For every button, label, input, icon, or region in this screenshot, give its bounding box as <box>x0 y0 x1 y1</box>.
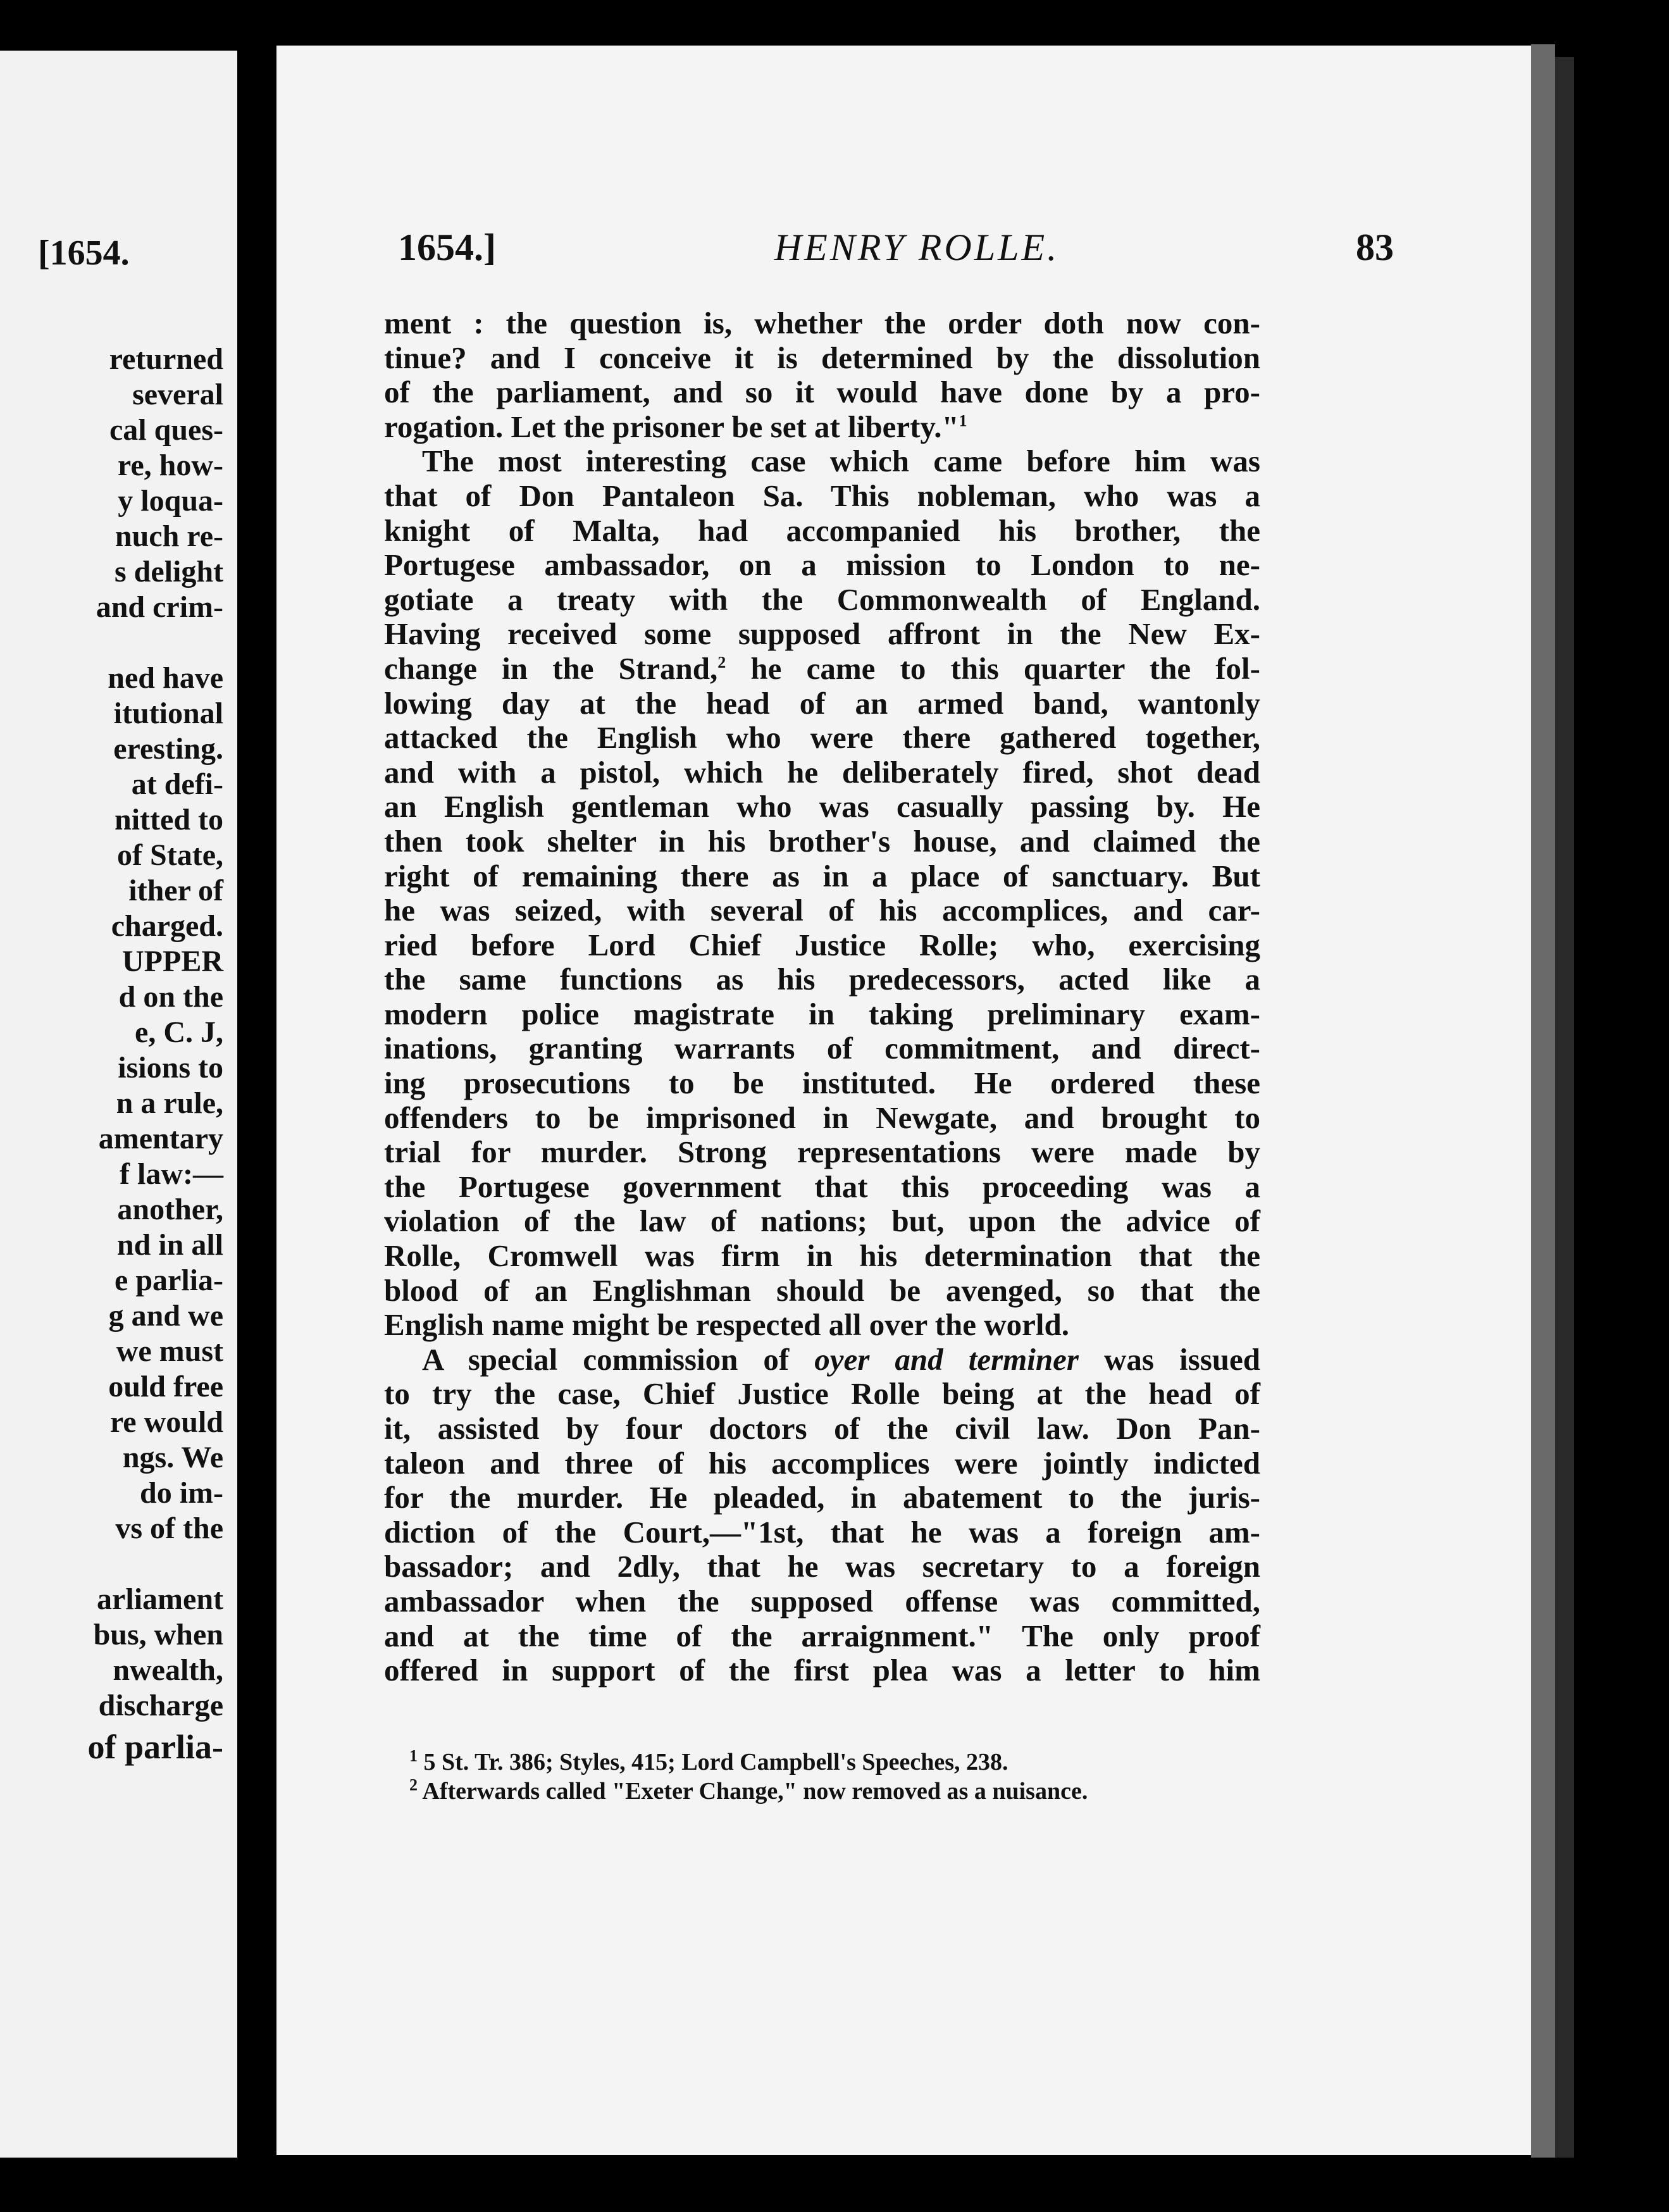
text-line: and at the time of the arraignment." The only proof <box>384 1618 1260 1653</box>
footnote-ref: 1 <box>959 411 967 430</box>
left-page-fragment <box>0 51 237 2158</box>
text-line: that of Don Pantaleon Sa. This nobleman, who was a <box>384 478 1260 513</box>
text-line: modern police magistrate in taking preliminary exam- <box>384 996 1260 1031</box>
left-page-line: of State, <box>117 838 223 872</box>
italic-phrase: oyer and terminer <box>814 1341 1079 1377</box>
text-line: bassador; and 2dly, that he was secretary to a foreign <box>384 1549 1260 1584</box>
text-line: then took shelter in his brother's house, and claimed the <box>384 823 1260 859</box>
left-page-line: vs of the <box>115 1512 223 1545</box>
footnotes <box>409 1748 1295 1806</box>
left-page-line: re, how- <box>117 449 223 482</box>
left-page-line: amentary <box>98 1122 223 1155</box>
text-line: attacked the English who were there gathered together, <box>384 720 1260 755</box>
text-line: ing prosecutions to be instituted. He ordered these <box>384 1066 1260 1101</box>
text-line: diction of the Court,—"1st, that he was a foreign am- <box>384 1514 1260 1550</box>
text-line: A special commission of oyer and terminer was issued <box>422 1341 1261 1377</box>
left-page-line: itutional <box>113 697 223 730</box>
text-line: tinue? and I conceive it is determined by the dissolution <box>384 340 1260 375</box>
left-page-line: y loqua- <box>118 484 223 518</box>
left-page-line: ither of <box>128 874 223 907</box>
left-page-text <box>0 342 223 1724</box>
text-line: taleon and three of his accomplices were jointly indicted <box>384 1445 1260 1481</box>
text-line: rogation. Let the prisoner be set at liberty."$^1$ <box>384 409 967 444</box>
text-line: offenders to be imprisoned in Newgate, and brought to <box>384 1100 1260 1135</box>
left-page-line: isions to <box>118 1051 223 1084</box>
left-page-line <box>0 625 223 661</box>
text-line: blood of an Englishman should be avenged, so that the <box>384 1272 1260 1308</box>
left-page-line: s delight <box>114 555 223 588</box>
text-line: Having received some supposed affront in the New Ex- <box>384 616 1260 652</box>
text-line: of the parliament, and so it would have done by a pro- <box>384 375 1260 410</box>
footnote-mark: 2 <box>409 1775 418 1794</box>
left-page-line: another, <box>117 1193 223 1226</box>
left-page-line: d on the <box>118 980 223 1014</box>
text-line: change in the Strand,$^2$ he came to this quarter the fol- <box>384 650 1260 686</box>
left-page-line: ned have <box>108 661 223 695</box>
book-page <box>276 46 1536 2155</box>
text-line: The most interesting case which came before him was <box>422 444 1260 479</box>
footnote: $^2$ Afterwards called "Exeter Change," now removed as a nuisance. <box>409 1775 1088 1805</box>
left-page-line: several <box>132 378 223 411</box>
left-page-line: do im- <box>140 1476 223 1510</box>
text-line: trial for murder. Strong representations were made by <box>384 1134 1260 1170</box>
text-line: gotiate a treaty with the Commonwealth of England. <box>384 581 1260 617</box>
left-page-line: at defi- <box>131 767 223 801</box>
left-page-line: eresting. <box>113 732 223 766</box>
text-line: to try the case, Chief Justice Rolle being at the head of <box>384 1376 1260 1412</box>
text-line: Portugese ambassador, on a mission to London to ne- <box>384 547 1260 583</box>
body-text <box>384 306 1260 1688</box>
left-page-line: re would <box>109 1405 223 1439</box>
footnote-mark: 1 <box>409 1746 418 1765</box>
text-line: offered in support of the first plea was a letter to him <box>384 1653 1260 1688</box>
text-line: knight of Malta, had accompanied his brother, the <box>384 513 1260 548</box>
footnote: $^1$ 5 St. Tr. 386; Styles, 415; Lord Campbell's Speeches, 238. <box>409 1746 1008 1775</box>
footnote-ref: 2 <box>717 653 726 672</box>
left-page-line: returned <box>109 342 223 376</box>
text-line: violation of the law of nations; but, upon the advice of <box>384 1203 1260 1239</box>
left-page-line: UPPER <box>122 945 223 978</box>
text-line: Rolle, Cromwell was firm in his determination that the <box>384 1238 1260 1274</box>
left-page-line: we must <box>116 1334 223 1368</box>
page-number: 83 <box>1356 227 1394 268</box>
text-line: ried before Lord Chief Justice Rolle; who, exercising <box>384 927 1260 962</box>
left-page-line: and crim- <box>96 590 223 624</box>
left-page-line: e, C. J, <box>135 1016 223 1049</box>
header-date: 1654.] <box>398 227 496 268</box>
text-line: an English gentleman who was casually passing by. He <box>384 789 1260 824</box>
left-page-header: [1654. <box>38 233 130 273</box>
left-page-line <box>0 1546 223 1582</box>
text-line: inations, granting warrants of commitment, and direct- <box>384 1031 1260 1066</box>
header-title: HENRY ROLLE. <box>774 227 1060 268</box>
left-page-line: cal ques- <box>109 413 223 447</box>
left-page-line: f law:— <box>120 1157 223 1191</box>
text-line: English name might be respected all over the world. <box>384 1307 1069 1343</box>
left-page-line: ngs. We <box>122 1441 223 1474</box>
left-page-line: n a rule, <box>116 1086 223 1120</box>
left-page-line: bus, when <box>93 1618 223 1651</box>
text-line: it, assisted by four doctors of the civil law. Don Pan- <box>384 1411 1260 1446</box>
left-page-line: nuch re- <box>115 519 223 553</box>
left-page-line: g and we <box>108 1299 223 1333</box>
text-line: for the murder. He pleaded, in abatement to the juris- <box>384 1480 1260 1515</box>
running-head <box>398 226 1537 276</box>
left-page-line: nd in all <box>116 1228 223 1262</box>
left-page-line: charged. <box>111 909 223 943</box>
text-line: and with a pistol, which he deliberately fired, shot dead <box>384 754 1260 790</box>
left-page-line: nwealth, <box>113 1653 223 1687</box>
text-line: right of remaining there as in a place of sanctuary. But <box>384 858 1260 893</box>
left-page-line: e parlia- <box>115 1264 223 1297</box>
left-page-line: nitted to <box>115 803 223 836</box>
text-line: ambassador when the supposed offense was committed, <box>384 1583 1260 1619</box>
text-line: the Portugese government that this proceeding was a <box>384 1169 1260 1204</box>
left-page-last-line: of parlia- <box>87 1728 223 1766</box>
text-line: lowing day at the head of an armed band, wantonly <box>384 685 1260 721</box>
text-line: ment : the question is, whether the order doth now con- <box>384 306 1260 340</box>
text-line: he was seized, with several of his accomplices, and car- <box>384 893 1260 928</box>
text-line: the same functions as his predecessors, acted like a <box>384 962 1260 997</box>
left-page-line: discharge <box>98 1689 223 1722</box>
page-edge-shadow <box>1555 57 1574 2158</box>
left-page-line: ould free <box>108 1370 223 1403</box>
page-edge <box>1531 44 1555 2158</box>
left-page-line: arliament <box>97 1582 223 1616</box>
